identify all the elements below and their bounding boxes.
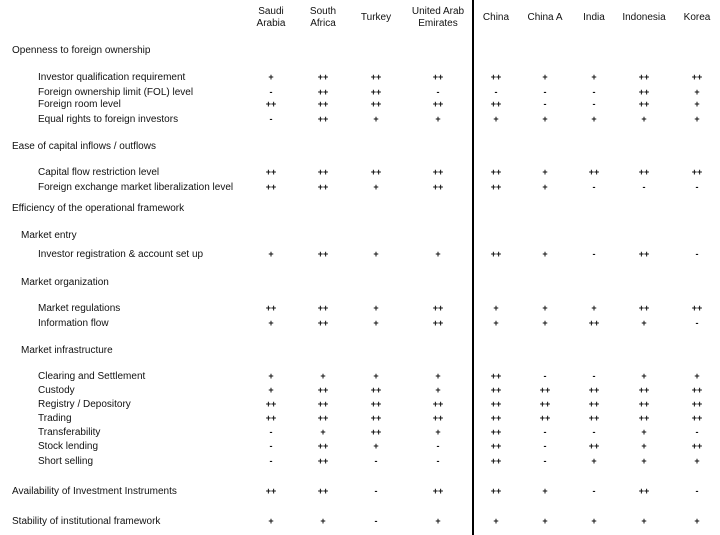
rating-cell-indonesia: + (641, 456, 647, 466)
rating-cell-china: + (493, 303, 499, 313)
rating-cell-turkey: + (373, 441, 379, 451)
rating-cell-india: ++ (588, 399, 600, 409)
rating-cell-saudi: ++ (265, 182, 277, 192)
rating-cell-korea: ++ (691, 303, 703, 313)
rating-cell-indonesia: + (641, 114, 647, 124)
section-label: Stability of institutional framework (12, 516, 161, 527)
section-row (0, 44, 720, 57)
rating-cell-chinaa: - (543, 99, 547, 109)
section-row (0, 515, 720, 528)
rating-cell-indonesia: ++ (638, 87, 650, 97)
rating-cell-uae: ++ (432, 99, 444, 109)
rating-cell-china: ++ (490, 182, 502, 192)
rating-cell-korea: + (694, 371, 700, 381)
item-label: Capital flow restriction level (38, 167, 160, 178)
rating-cell-china: + (493, 516, 499, 526)
rating-cell-southafrica: ++ (317, 456, 329, 466)
rating-cell-southafrica: ++ (317, 413, 329, 423)
section-label: Efficiency of the operational framework (12, 203, 185, 214)
rating-cell-chinaa: - (543, 456, 547, 466)
rating-cell-china: ++ (490, 413, 502, 423)
rating-cell-turkey: + (373, 318, 379, 328)
rating-cell-uae: ++ (432, 486, 444, 496)
item-label: Information flow (38, 318, 109, 329)
rating-cell-turkey: ++ (370, 87, 382, 97)
rating-cell-india: ++ (588, 167, 600, 177)
item-label: Registry / Depository (38, 399, 131, 410)
table-row (0, 317, 720, 330)
rating-cell-turkey: - (374, 486, 378, 496)
rating-cell-chinaa: + (542, 182, 548, 192)
subsection-label: Market entry (21, 230, 77, 241)
rating-cell-chinaa: + (542, 303, 548, 313)
rating-cell-indonesia: ++ (638, 303, 650, 313)
rating-cell-saudi: + (268, 318, 274, 328)
rating-cell-korea: ++ (691, 385, 703, 395)
rating-cell-saudi: + (268, 72, 274, 82)
rating-cell-indonesia: + (641, 516, 647, 526)
rating-cell-korea: + (694, 99, 700, 109)
rating-cell-saudi: - (269, 87, 273, 97)
rating-cell-saudi: + (268, 385, 274, 395)
rating-cell-uae: ++ (432, 413, 444, 423)
rating-cell-chinaa: ++ (539, 399, 551, 409)
rating-cell-korea: - (695, 427, 699, 437)
rating-cell-korea: - (695, 249, 699, 259)
rating-cell-uae: ++ (432, 72, 444, 82)
rating-cell-uae: + (435, 249, 441, 259)
rating-cell-korea: ++ (691, 167, 703, 177)
rating-cell-india: + (591, 72, 597, 82)
rating-cell-uae: + (435, 385, 441, 395)
column-header-southafrica: South Africa (309, 6, 337, 29)
column-header-china: China (482, 12, 510, 23)
subsection-row (0, 344, 720, 357)
rating-cell-southafrica: ++ (317, 385, 329, 395)
item-label: Stock lending (38, 441, 99, 452)
rating-cell-saudi: + (268, 249, 274, 259)
column-header-saudi: Saudi Arabia (256, 6, 286, 29)
rating-cell-southafrica: ++ (317, 182, 329, 192)
rating-cell-indonesia: + (641, 441, 647, 451)
rating-cell-india: - (592, 427, 596, 437)
rating-cell-korea: ++ (691, 441, 703, 451)
rating-cell-indonesia: + (641, 427, 647, 437)
rating-cell-korea: - (695, 486, 699, 496)
rating-cell-saudi: + (268, 516, 274, 526)
rating-cell-southafrica: ++ (317, 303, 329, 313)
rating-cell-chinaa: + (542, 486, 548, 496)
rating-cell-india: ++ (588, 318, 600, 328)
table-row (0, 98, 720, 111)
column-header-indonesia: Indonesia (622, 12, 666, 23)
rating-cell-saudi: - (269, 441, 273, 451)
rating-cell-saudi: - (269, 114, 273, 124)
section-label: Ease of capital inflows / outflows (12, 141, 156, 152)
column-header-india: India (583, 12, 605, 23)
rating-cell-china: ++ (490, 371, 502, 381)
rating-cell-uae: + (435, 516, 441, 526)
item-label: Trading (38, 413, 72, 424)
rating-cell-korea: + (694, 456, 700, 466)
section-label: Availability of Investment Instruments (12, 486, 177, 497)
rating-cell-india: ++ (588, 441, 600, 451)
rating-cell-china: ++ (490, 486, 502, 496)
column-header-uae: United Arab Emirates (411, 6, 465, 29)
table-row (0, 166, 720, 179)
rating-cell-india: + (591, 114, 597, 124)
rating-cell-chinaa: - (543, 441, 547, 451)
rating-cell-china: ++ (490, 385, 502, 395)
rating-cell-korea: ++ (691, 413, 703, 423)
section-label: Openness to foreign ownership (12, 45, 151, 56)
column-header-korea: Korea (683, 12, 711, 23)
rating-cell-chinaa: - (543, 87, 547, 97)
rating-cell-southafrica: ++ (317, 441, 329, 451)
rating-cell-saudi: - (269, 456, 273, 466)
subsection-row (0, 276, 720, 289)
rating-cell-chinaa: - (543, 427, 547, 437)
rating-cell-turkey: ++ (370, 99, 382, 109)
rating-cell-indonesia: ++ (638, 99, 650, 109)
rating-cell-indonesia: ++ (638, 249, 650, 259)
rating-cell-uae: ++ (432, 167, 444, 177)
rating-cell-southafrica: ++ (317, 72, 329, 82)
rating-cell-saudi: - (269, 427, 273, 437)
rating-cell-china: ++ (490, 456, 502, 466)
rating-cell-uae: ++ (432, 182, 444, 192)
table-row (0, 398, 720, 411)
rating-cell-chinaa: + (542, 516, 548, 526)
item-label: Transferability (38, 427, 101, 438)
rating-cell-turkey: ++ (370, 167, 382, 177)
rating-cell-chinaa: ++ (539, 385, 551, 395)
item-label: Investor qualification requirement (38, 72, 186, 83)
rating-cell-southafrica: ++ (317, 167, 329, 177)
rating-cell-saudi: ++ (265, 303, 277, 313)
rating-cell-saudi: ++ (265, 99, 277, 109)
rating-cell-chinaa: + (542, 318, 548, 328)
rating-cell-indonesia: ++ (638, 167, 650, 177)
rating-cell-turkey: ++ (370, 399, 382, 409)
rating-cell-southafrica: ++ (317, 486, 329, 496)
rating-cell-uae: ++ (432, 318, 444, 328)
rating-cell-indonesia: - (642, 182, 646, 192)
rating-cell-korea: + (694, 516, 700, 526)
table-row (0, 181, 720, 194)
rating-cell-india: ++ (588, 413, 600, 423)
rating-cell-indonesia: ++ (638, 72, 650, 82)
rating-cell-uae: - (436, 441, 440, 451)
rating-cell-turkey: ++ (370, 427, 382, 437)
rating-cell-indonesia: + (641, 318, 647, 328)
rating-cell-india: + (591, 303, 597, 313)
item-label: Foreign ownership limit (FOL) level (38, 87, 194, 98)
rating-cell-china: ++ (490, 72, 502, 82)
rating-cell-southafrica: + (320, 371, 326, 381)
item-label: Custody (38, 385, 75, 396)
rating-cell-southafrica: ++ (317, 114, 329, 124)
item-label: Investor registration & account set up (38, 249, 204, 260)
rating-cell-india: - (592, 99, 596, 109)
rating-cell-southafrica: ++ (317, 249, 329, 259)
rating-cell-uae: - (436, 87, 440, 97)
subsection-label: Market organization (21, 277, 109, 288)
rating-cell-china: ++ (490, 427, 502, 437)
rating-cell-indonesia: ++ (638, 486, 650, 496)
rating-cell-turkey: ++ (370, 385, 382, 395)
rating-cell-chinaa: + (542, 114, 548, 124)
item-label: Equal rights to foreign investors (38, 114, 179, 125)
rating-cell-saudi: ++ (265, 167, 277, 177)
section-row (0, 485, 720, 498)
column-header-turkey: Turkey (360, 12, 392, 23)
table-row (0, 455, 720, 468)
table-row (0, 71, 720, 84)
rating-cell-korea: + (694, 87, 700, 97)
rating-cell-southafrica: ++ (317, 87, 329, 97)
rating-cell-turkey: - (374, 516, 378, 526)
rating-cell-china: - (494, 87, 498, 97)
rating-cell-southafrica: + (320, 427, 326, 437)
rating-cell-uae: - (436, 456, 440, 466)
rating-cell-china: ++ (490, 167, 502, 177)
rating-cell-chinaa: ++ (539, 413, 551, 423)
subsection-label: Market infrastructure (21, 345, 113, 356)
rating-cell-china: ++ (490, 441, 502, 451)
rating-cell-turkey: - (374, 456, 378, 466)
rating-cell-uae: + (435, 427, 441, 437)
rating-cell-india: - (592, 249, 596, 259)
table-row (0, 113, 720, 126)
item-label: Clearing and Settlement (38, 371, 146, 382)
rating-cell-china: ++ (490, 99, 502, 109)
rating-cell-korea: ++ (691, 72, 703, 82)
rating-cell-turkey: + (373, 182, 379, 192)
rating-cell-saudi: ++ (265, 486, 277, 496)
table-row (0, 370, 720, 383)
item-label: Foreign exchange market liberalization level (38, 182, 234, 193)
rating-cell-indonesia: + (641, 371, 647, 381)
section-row (0, 202, 720, 215)
rating-cell-uae: + (435, 114, 441, 124)
rating-cell-southafrica: ++ (317, 99, 329, 109)
rating-cell-turkey: + (373, 371, 379, 381)
rating-cell-india: - (592, 486, 596, 496)
rating-cell-turkey: ++ (370, 413, 382, 423)
rating-cell-southafrica: ++ (317, 399, 329, 409)
rating-cell-uae: ++ (432, 399, 444, 409)
item-label: Foreign room level (38, 99, 121, 110)
subsection-row (0, 229, 720, 242)
rating-cell-india: - (592, 182, 596, 192)
rating-cell-china: ++ (490, 249, 502, 259)
rating-cell-korea: - (695, 318, 699, 328)
rating-cell-chinaa: - (543, 371, 547, 381)
table-row (0, 384, 720, 397)
rating-cell-india: + (591, 456, 597, 466)
table-row (0, 426, 720, 439)
rating-cell-korea: + (694, 114, 700, 124)
rating-cell-uae: + (435, 371, 441, 381)
rating-cell-turkey: ++ (370, 72, 382, 82)
rating-cell-india: + (591, 516, 597, 526)
rating-cell-chinaa: + (542, 167, 548, 177)
rating-cell-saudi: ++ (265, 399, 277, 409)
section-row (0, 140, 720, 153)
rating-cell-uae: ++ (432, 303, 444, 313)
rating-cell-china: + (493, 318, 499, 328)
rating-cell-chinaa: + (542, 72, 548, 82)
rating-cell-india: - (592, 371, 596, 381)
table-row (0, 412, 720, 425)
rating-cell-korea: - (695, 182, 699, 192)
rating-cell-saudi: ++ (265, 413, 277, 423)
column-header-chinaa: China A (527, 12, 563, 23)
rating-cell-saudi: + (268, 371, 274, 381)
rating-cell-indonesia: ++ (638, 399, 650, 409)
table-row (0, 302, 720, 315)
rating-cell-southafrica: + (320, 516, 326, 526)
table-row (0, 440, 720, 453)
rating-cell-turkey: + (373, 249, 379, 259)
rating-cell-indonesia: ++ (638, 413, 650, 423)
item-label: Market regulations (38, 303, 121, 314)
rating-cell-chinaa: + (542, 249, 548, 259)
rating-cell-indonesia: ++ (638, 385, 650, 395)
rating-cell-india: - (592, 87, 596, 97)
rating-cell-india: ++ (588, 385, 600, 395)
rating-cell-china: + (493, 114, 499, 124)
item-label: Short selling (38, 456, 94, 467)
rating-cell-southafrica: ++ (317, 318, 329, 328)
rating-cell-korea: ++ (691, 399, 703, 409)
rating-cell-turkey: + (373, 114, 379, 124)
table-row (0, 248, 720, 261)
rating-cell-china: ++ (490, 399, 502, 409)
rating-cell-turkey: + (373, 303, 379, 313)
